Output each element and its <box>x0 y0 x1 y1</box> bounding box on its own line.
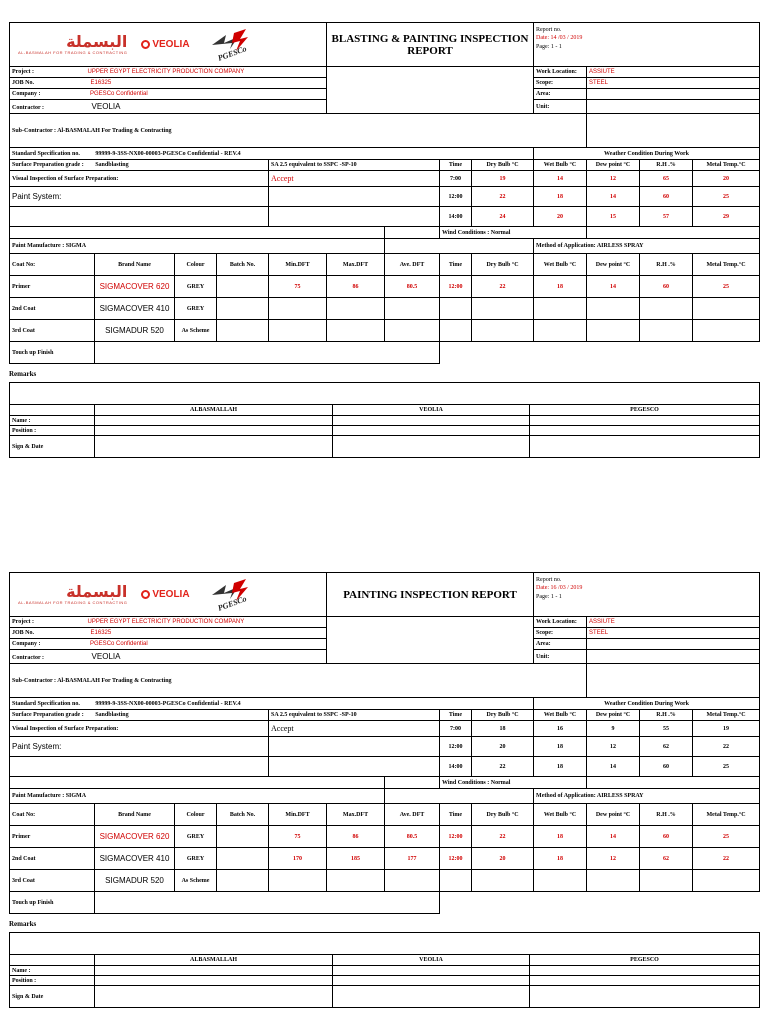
weather-cell: 12:00 <box>440 187 472 207</box>
coat-brand: SIGMADUR 520 <box>95 320 175 342</box>
paint-system-label: Paint System: <box>10 737 269 757</box>
sig-sign-label: Sign & Date <box>10 436 95 458</box>
coat-wet: 18 <box>534 848 587 870</box>
coat-rh: 60 <box>640 826 693 848</box>
area-label: Area: <box>534 639 587 650</box>
weather-cell: 18 <box>534 757 587 777</box>
weather-header-wet: Wet Bulb °C <box>534 710 587 721</box>
coat-header-brand: Brand Name <box>95 254 175 276</box>
coat-header-dew: Dew point °C <box>587 804 640 826</box>
report-header-table <box>9 572 760 914</box>
svg-text:PGESCo: PGESCo <box>216 593 248 613</box>
visual-inspection-label: Visual Inspection of Surface Preparation: <box>10 721 269 737</box>
area-label: Area: <box>534 89 587 100</box>
weather-cell: 15 <box>587 207 640 227</box>
report-date: Date: 16 /03 / 2019 <box>536 585 583 591</box>
coat-colour: GREY <box>175 826 217 848</box>
coat-max: 86 <box>327 826 385 848</box>
coat-max <box>327 298 385 320</box>
project-value: UPPER EGYPT ELECTRICITY PRODUCTION COMPANY <box>87 69 245 75</box>
coat-time: 12:00 <box>440 276 472 298</box>
coat-max <box>327 320 385 342</box>
coat-header-min-dft: Min.DFT <box>269 804 327 826</box>
contractor-row: Contractor : VEOLIA <box>10 100 327 114</box>
logo-area <box>10 573 327 617</box>
touch-up-label: Touch up Finish <box>10 342 95 364</box>
weather-header-rh: R.H .% <box>640 160 693 171</box>
coat-header-time: Time <box>440 804 472 826</box>
surface-grade: Surface Preparation grade : Sandblasting <box>10 160 269 171</box>
coat-min <box>269 870 327 892</box>
coat-min: 170 <box>269 848 327 870</box>
coat-min: 75 <box>269 826 327 848</box>
sig-sign-veolia[interactable] <box>333 986 530 1008</box>
scope-label: Scope: <box>534 78 587 89</box>
weather-cell: 57 <box>640 207 693 227</box>
weather-cell: 60 <box>640 757 693 777</box>
page-number: Page: 1 - 1 <box>536 594 562 600</box>
weather-header-dew: Dew point °C <box>587 710 640 721</box>
pgesco-logo <box>204 27 254 63</box>
unit-label: Unit: <box>534 650 587 664</box>
coat-batch[interactable] <box>217 848 269 870</box>
coat-header-ave-dft: Ave. DFT <box>385 804 440 826</box>
signatory-veolia: VEOLIA <box>333 405 530 416</box>
coat-rows <box>10 826 760 892</box>
remarks-label: Remarks <box>9 370 37 378</box>
paint-manufacture: Paint Manufacture : SIGMA <box>10 789 385 804</box>
sig-position-pegesco[interactable] <box>530 426 760 436</box>
weather-cell: 14 <box>587 187 640 207</box>
coat-name: 2nd Coat <box>10 848 95 870</box>
weather-cell: 20 <box>534 207 587 227</box>
coat-max <box>327 870 385 892</box>
company-row: Company : PGESCo Confidential <box>10 89 327 100</box>
subcontractor: Sub-Contractor : Al-BASMALAH For Trading & Contracting <box>10 664 587 698</box>
coat-batch[interactable] <box>217 276 269 298</box>
visual-inspection-value: Accept <box>269 721 440 737</box>
coat-time: 12:00 <box>440 848 472 870</box>
remarks-box <box>10 933 760 955</box>
coat-ave: 80.5 <box>385 276 440 298</box>
report-title: PAINTING INSPECTION REPORT <box>327 573 534 617</box>
coat-header-rh: R.H .% <box>640 254 693 276</box>
weather-cell: 22 <box>472 757 534 777</box>
coat-header-colour: Colour <box>175 254 217 276</box>
remarks-box <box>10 383 760 405</box>
signatory-albasmallah: ALBASMALLAH <box>95 955 333 966</box>
coat-batch[interactable] <box>217 870 269 892</box>
sig-name-albasmallah[interactable] <box>95 416 333 426</box>
coat-row <box>10 320 760 342</box>
weather-cell: 9 <box>587 721 640 737</box>
coat-min <box>269 320 327 342</box>
veolia-logo: VEOLIA <box>141 39 189 50</box>
page-number: Page: 1 - 1 <box>536 44 562 50</box>
method-of-application: Method of Application: AIRLESS SPRAY <box>534 239 760 254</box>
coat-header-batch: Batch No. <box>217 254 269 276</box>
contractor-value: VEOLIA <box>91 652 121 661</box>
weather-cell: 14:00 <box>440 757 472 777</box>
coat-header-brand: Brand Name <box>95 804 175 826</box>
coat-rh <box>640 298 693 320</box>
coat-header-colour: Colour <box>175 804 217 826</box>
project-row: Project : UPPER EGYPT ELECTRICITY PRODUCTION COMPANY <box>10 67 327 78</box>
contractor-value: VEOLIA <box>91 102 121 111</box>
svg-text:PGESCo: PGESCo <box>216 43 248 63</box>
job-no-value: E16325 <box>90 630 112 636</box>
coat-min <box>269 298 327 320</box>
coat-colour: GREY <box>175 276 217 298</box>
scope-label: Scope: <box>534 628 587 639</box>
weather-cell: 25 <box>693 187 760 207</box>
standard-spec: Standard Specification no. 99999-9-3SS-NX00-00003-PGESCo Confidential - REV.4 <box>10 698 534 710</box>
coat-metal: 25 <box>693 826 760 848</box>
sa-grade: SA 2.5 equivalent to SSPC -SP-10 <box>269 710 440 721</box>
logo-area <box>10 23 327 67</box>
coat-row <box>10 276 760 298</box>
weather-cell: 25 <box>693 757 760 777</box>
coat-metal <box>693 870 760 892</box>
weather-cell: 20 <box>693 171 760 187</box>
coat-row <box>10 870 760 892</box>
weather-cell: 14 <box>587 757 640 777</box>
coat-ave: 80.5 <box>385 826 440 848</box>
company-value: PGESCo Confidential <box>90 91 148 97</box>
weather-cell: 14:00 <box>440 207 472 227</box>
coat-header-max-dft: Max.DFT <box>327 254 385 276</box>
sig-name-veolia[interactable] <box>333 416 530 426</box>
weather-cell: 24 <box>472 207 534 227</box>
weather-header-dew: Dew point °C <box>587 160 640 171</box>
signatory-veolia: VEOLIA <box>333 955 530 966</box>
coat-name: Primer <box>10 276 95 298</box>
veolia-logo: VEOLIA <box>141 589 189 600</box>
coat-wet <box>534 870 587 892</box>
weather-title: Weather Condition During Work <box>534 698 760 710</box>
coat-time <box>440 298 472 320</box>
wind-conditions: Wind Conditions : Normal <box>440 777 587 789</box>
coat-metal <box>693 298 760 320</box>
coat-dew <box>587 320 640 342</box>
coat-header-dry: Dry Bulb °C <box>472 804 534 826</box>
coat-wet <box>534 320 587 342</box>
signatory-pegesco: PEGESCO <box>530 405 760 416</box>
weather-cell: 19 <box>472 171 534 187</box>
coat-ave <box>385 298 440 320</box>
contractor-row: Contractor : VEOLIA <box>10 650 327 664</box>
coat-time: 12:00 <box>440 826 472 848</box>
coat-wet: 18 <box>534 276 587 298</box>
sig-sign-veolia[interactable] <box>333 436 530 458</box>
work-location-label: Work Location: <box>534 67 587 78</box>
weather-cell: 12:00 <box>440 737 472 757</box>
signature-table <box>9 382 760 458</box>
coat-max: 185 <box>327 848 385 870</box>
coat-colour: GREY <box>175 298 217 320</box>
weather-header-metal: Metal Temp.°C <box>693 710 760 721</box>
weather-header-wet: Wet Bulb °C <box>534 160 587 171</box>
subcontractor: Sub-Contractor : Al-BASMALAH For Trading & Contracting <box>10 114 587 148</box>
paint-manufacture: Paint Manufacture : SIGMA <box>10 239 385 254</box>
sig-sign-pegesco[interactable] <box>530 986 760 1008</box>
report-title: BLASTING & PAINTING INSPECTION REPORT <box>327 23 534 67</box>
coat-dry <box>472 320 534 342</box>
coat-brand: SIGMACOVER 410 <box>95 848 175 870</box>
work-location-label: Work Location: <box>534 617 587 628</box>
sig-name-veolia[interactable] <box>333 966 530 976</box>
coat-dry: 20 <box>472 848 534 870</box>
coat-rh: 60 <box>640 276 693 298</box>
remarks-label: Remarks <box>9 920 37 928</box>
pgesco-logo <box>204 577 254 613</box>
weather-cell: 18 <box>534 187 587 207</box>
scope-value: STEEL <box>587 628 760 639</box>
sig-sign-label: Sign & Date <box>10 986 95 1008</box>
weather-cell: 12 <box>587 171 640 187</box>
weather-cell: 7:00 <box>440 721 472 737</box>
coat-max: 86 <box>327 276 385 298</box>
coat-batch[interactable] <box>217 320 269 342</box>
coat-dry <box>472 298 534 320</box>
report-meta <box>534 23 760 67</box>
weather-cell: 65 <box>640 171 693 187</box>
sig-name-label: Name : <box>10 416 95 426</box>
sa-grade: SA 2.5 equivalent to SSPC -SP-10 <box>269 160 440 171</box>
report-no-label: Report no. <box>536 577 562 583</box>
coat-min: 75 <box>269 276 327 298</box>
visual-inspection-label: Visual Inspection of Surface Preparation: <box>10 171 269 187</box>
weather-cell: 22 <box>472 187 534 207</box>
coat-header-min-dft: Min.DFT <box>269 254 327 276</box>
coat-brand: SIGMACOVER 410 <box>95 298 175 320</box>
coat-dew: 12 <box>587 848 640 870</box>
signature-table <box>9 932 760 1008</box>
coat-wet: 18 <box>534 826 587 848</box>
sig-position-albasmallah[interactable] <box>95 426 333 436</box>
coat-rh <box>640 870 693 892</box>
report-no-label: Report no. <box>536 27 562 33</box>
weather-cell: 29 <box>693 207 760 227</box>
weather-header-time: Time <box>440 710 472 721</box>
coat-name: Primer <box>10 826 95 848</box>
weather-cell: 18 <box>472 721 534 737</box>
coat-header-coat: Coat No: <box>10 804 95 826</box>
weather-header-metal: Metal Temp.°C <box>693 160 760 171</box>
sig-name-pegesco[interactable] <box>530 416 760 426</box>
coat-dew <box>587 870 640 892</box>
project-value: UPPER EGYPT ELECTRICITY PRODUCTION COMPANY <box>87 619 245 625</box>
weather-cell: 20 <box>472 737 534 757</box>
coat-metal <box>693 320 760 342</box>
coat-header-metal: Metal Temp.°C <box>693 804 760 826</box>
coat-brand: SIGMACOVER 620 <box>95 826 175 848</box>
coat-brand: SIGMACOVER 620 <box>95 276 175 298</box>
coat-dry: 22 <box>472 276 534 298</box>
coat-rh <box>640 320 693 342</box>
coat-rows <box>10 276 760 342</box>
sig-position-veolia[interactable] <box>333 976 530 986</box>
coat-colour: As Scheme <box>175 320 217 342</box>
weather-cell: 55 <box>640 721 693 737</box>
sig-position-label: Position : <box>10 976 95 986</box>
surface-grade: Surface Preparation grade : Sandblasting <box>10 710 269 721</box>
scope-value: STEEL <box>587 78 760 89</box>
coat-time <box>440 870 472 892</box>
sig-position-albasmallah[interactable] <box>95 976 333 986</box>
coat-ave <box>385 870 440 892</box>
sig-position-label: Position : <box>10 426 95 436</box>
work-location-value: ASSIUTE <box>587 617 760 628</box>
sig-name-label: Name : <box>10 966 95 976</box>
coat-header-dew: Dew point °C <box>587 254 640 276</box>
coat-metal: 22 <box>693 848 760 870</box>
coat-header-batch: Batch No. <box>217 804 269 826</box>
basmalah-logo: البسملة AL-BASMALAH FOR TRADING & CONTRACTING <box>18 32 128 55</box>
blasting-painting-report <box>9 22 759 458</box>
touch-up-label: Touch up Finish <box>10 892 95 914</box>
coat-name: 3rd Coat <box>10 320 95 342</box>
coat-ave <box>385 320 440 342</box>
coat-time <box>440 320 472 342</box>
coat-dew <box>587 298 640 320</box>
coat-name: 2nd Coat <box>10 298 95 320</box>
coat-header-time: Time <box>440 254 472 276</box>
weather-header-dry: Dry Bulb °C <box>472 160 534 171</box>
coat-row <box>10 826 760 848</box>
coat-batch[interactable] <box>217 298 269 320</box>
weather-cell: 7:00 <box>440 171 472 187</box>
company-row: Company : PGESCo Confidential <box>10 639 327 650</box>
sig-position-pegesco[interactable] <box>530 976 760 986</box>
coat-wet <box>534 298 587 320</box>
sig-sign-albasmallah[interactable] <box>95 436 333 458</box>
painting-report <box>9 572 759 1008</box>
job-no-value: E16325 <box>90 80 112 86</box>
coat-row <box>10 298 760 320</box>
job-no-row: JOB No. E16325 <box>10 78 327 89</box>
sig-position-veolia[interactable] <box>333 426 530 436</box>
signatory-pegesco: PEGESCO <box>530 955 760 966</box>
basmalah-logo: البسملة AL-BASMALAH FOR TRADING & CONTRACTING <box>18 582 128 605</box>
coat-batch[interactable] <box>217 826 269 848</box>
coat-header-wet: Wet Bulb °C <box>534 804 587 826</box>
coat-colour: As Scheme <box>175 870 217 892</box>
company-value: PGESCo Confidential <box>90 641 148 647</box>
coat-colour: GREY <box>175 848 217 870</box>
wind-conditions: Wind Conditions : Normal <box>440 227 587 239</box>
report-header-table <box>9 22 760 364</box>
coat-dew: 14 <box>587 826 640 848</box>
coat-dew: 14 <box>587 276 640 298</box>
sig-name-albasmallah[interactable] <box>95 966 333 976</box>
sig-sign-pegesco[interactable] <box>530 436 760 458</box>
report-date: Date: 14 /03 / 2019 <box>536 35 583 41</box>
report-meta <box>534 573 760 617</box>
weather-cell: 16 <box>534 721 587 737</box>
weather-cell: 18 <box>534 737 587 757</box>
weather-header-time: Time <box>440 160 472 171</box>
visual-inspection-value: Accept <box>269 171 440 187</box>
coat-header-max-dft: Max.DFT <box>327 804 385 826</box>
weather-cell: 19 <box>693 721 760 737</box>
coat-rh: 62 <box>640 848 693 870</box>
weather-cell: 62 <box>640 737 693 757</box>
weather-cell: 12 <box>587 737 640 757</box>
coat-name: 3rd Coat <box>10 870 95 892</box>
coat-row <box>10 848 760 870</box>
coat-brand: SIGMADUR 520 <box>95 870 175 892</box>
sig-sign-albasmallah[interactable] <box>95 986 333 1008</box>
signatory-albasmallah: ALBASMALLAH <box>95 405 333 416</box>
weather-cell: 22 <box>693 737 760 757</box>
work-location-value: ASSIUTE <box>587 67 760 78</box>
coat-metal: 25 <box>693 276 760 298</box>
sig-name-pegesco[interactable] <box>530 966 760 976</box>
coat-header-wet: Wet Bulb °C <box>534 254 587 276</box>
coat-dry <box>472 870 534 892</box>
weather-title: Weather Condition During Work <box>534 148 760 160</box>
coat-header-dry: Dry Bulb °C <box>472 254 534 276</box>
unit-label: Unit: <box>534 100 587 114</box>
coat-header-metal: Metal Temp.°C <box>693 254 760 276</box>
weather-cell: 14 <box>534 171 587 187</box>
method-of-application: Method of Application: AIRLESS SPRAY <box>534 789 760 804</box>
standard-spec: Standard Specification no. 99999-9-3SS-NX00-00003-PGESCo Confidential - REV.4 <box>10 148 534 160</box>
coat-header-rh: R.H .% <box>640 804 693 826</box>
weather-header-dry: Dry Bulb °C <box>472 710 534 721</box>
coat-ave: 177 <box>385 848 440 870</box>
coat-dry: 22 <box>472 826 534 848</box>
weather-cell: 60 <box>640 187 693 207</box>
coat-header-ave-dft: Ave. DFT <box>385 254 440 276</box>
job-no-row: JOB No. E16325 <box>10 628 327 639</box>
weather-header-rh: R.H .% <box>640 710 693 721</box>
project-row: Project : UPPER EGYPT ELECTRICITY PRODUCTION COMPANY <box>10 617 327 628</box>
paint-system-label: Paint System: <box>10 187 269 207</box>
coat-header-coat: Coat No: <box>10 254 95 276</box>
